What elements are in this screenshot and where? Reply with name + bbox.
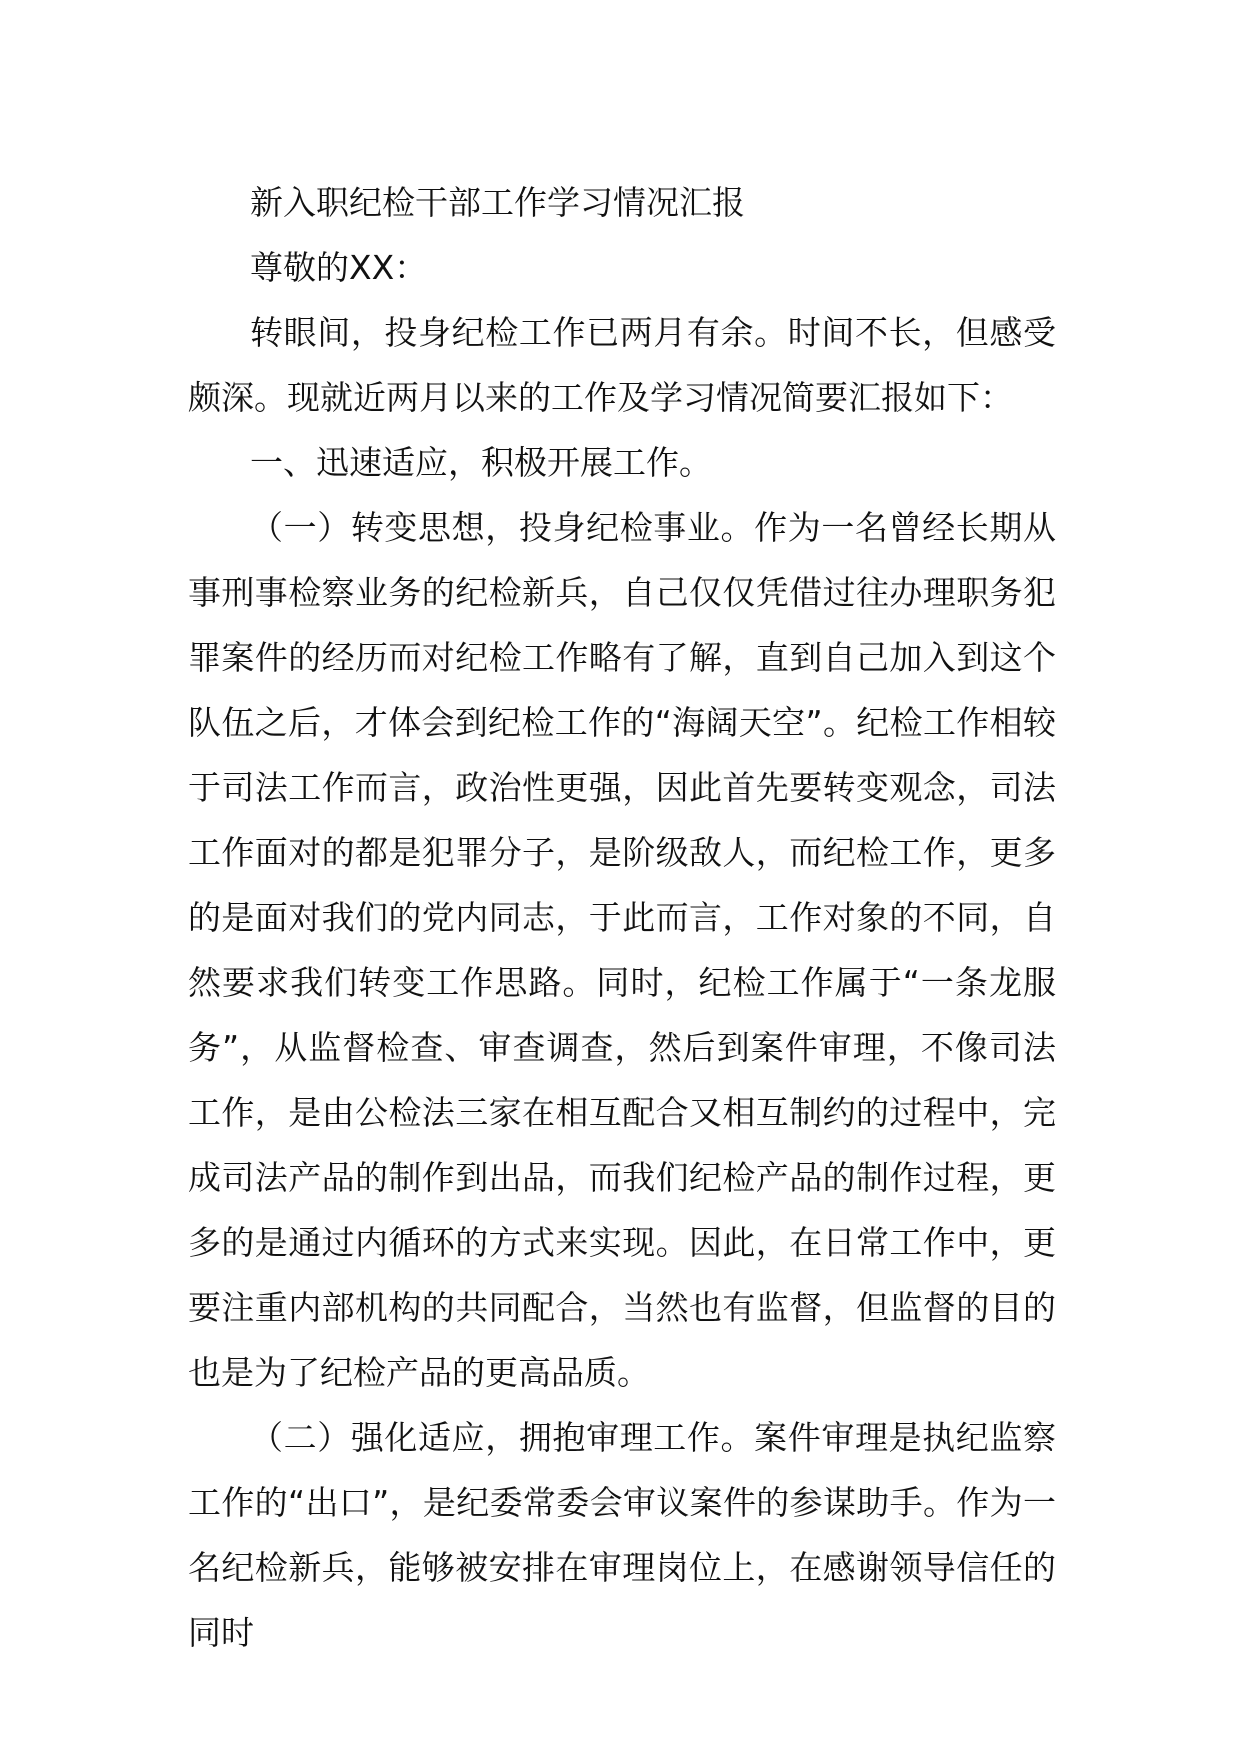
paragraph-intro: 转眼间，投身纪检工作已两月有余。时间不长，但感受颇深。现就近两月以来的工作及学习情况简要汇报如下： <box>188 313 1056 417</box>
document-body <box>188 170 1056 1665</box>
paragraph-subsection-1: （一）转变思想，投身纪检事业。作为一名曾经长期从事刑事检察业务的纪检新兵，自己仅仅凭借过往办理职务犯罪案件的经历而对纪检工作略有了解，直到自己加入到这个队伍之后，才体会到纪检工作的“海阔天空”。纪检工作相较于司法工作而言，政治性更强，因此首先要转变观念，司法工作面对的都是犯罪分子，是阶级敌人，而纪检工作，更多的是面对我们的党内同志，于此而言，工作对象的不同，自然要求我们转变工作思路。同时，纪检工作属于“一条龙服务”，从监督检查、审查调查，然后到案件审理，不像司法工作，是由公检法三家在相互配合又相互制约的过程中，完成司法产品的制作到出品，而我们纪检产品的制作过程，更多的是通过内循环的方式来实现。因此，在日常工作中，更要注重内部机构的共同配合，当然也有监督，但监督的目的也是为了纪检产品的更高品质。 <box>188 508 1056 1392</box>
paragraph-subsection-2: （二）强化适应，拥抱审理工作。案件审理是执纪监察工作的“出口”，是纪委常委会审议案件的参谋助手。作为一名纪检新兵，能够被安排在审理岗位上，在感谢领导信任的同时 <box>188 1418 1056 1652</box>
section-heading-1: 一、迅速适应，积极开展工作。 <box>250 443 712 482</box>
document-title: 新入职纪检干部工作学习情况汇报 <box>250 183 745 222</box>
salutation: 尊敬的XX： <box>250 248 428 287</box>
